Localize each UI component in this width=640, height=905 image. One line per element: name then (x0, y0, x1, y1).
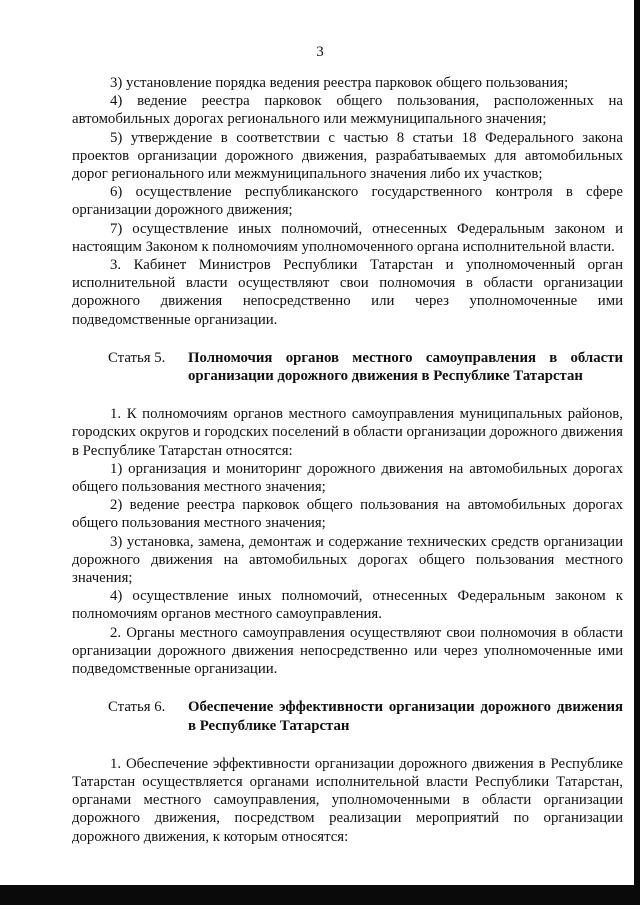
article-title: Обеспечение эффективности организации дорожного движения в Республике Татарстан (188, 699, 623, 734)
document-body (72, 74, 623, 846)
paragraph: 4) осуществление иных полномочий, отнесенных Федеральным законом к полномочиям органов местного самоуправления. (72, 588, 623, 623)
paragraph: 2. Органы местного самоуправления осуществляют свои полномочия в области организации дорожного движения непосредственно или через уполномоченные ими подведомственные организации. (72, 624, 623, 678)
article-number: Статья 5. (108, 349, 166, 366)
paragraph: 1. К полномочиям органов местного самоуправления муниципальных районов, городских округов и городских поселений в области организации дорожного движения в Республике Татарстан относятся: (72, 406, 623, 459)
paragraph: 1) организация и мониторинг дорожного движения на автомобильных дорогах общего пользования местного значения; (72, 460, 623, 496)
paragraph: 5) утверждение в соответствии с частью 8 статьи 18 Федерального закона проектов организации дорожного движения, разрабатываемых для автомобильных дорог регионального или межмуниципального значения либо их участков; (72, 129, 623, 183)
paragraph: 3. Кабинет Министров Республики Татарстан и уполномоченный орган исполнительной власти осуществляют свои полномочия в области организации дорожного движения непосредственно или через уполномоченные ими подведомственные организации. (72, 257, 623, 328)
article-number: Статья 6. (108, 699, 166, 716)
scan-edge-right (634, 0, 640, 905)
article-6-heading (72, 698, 623, 734)
paragraph: 3) установление порядка ведения реестра парковок общего пользования; (110, 75, 569, 91)
paragraph: 3) установка, замена, демонтаж и содержание технических средств организации дорожного движения на автомобильных дорогах общего пользования местного значения; (72, 533, 623, 587)
paragraph: 6) осуществление республиканского государственного контроля в сфере организации дорожного движения; (72, 184, 623, 219)
article-title: Полномочия органов местного самоуправления в области организации дорожного движения в Республике Татарстан (188, 349, 623, 385)
page-number: 3 (316, 44, 324, 60)
paragraph: 2) ведение реестра парковок общего пользования на автомобильных дорогах общего пользования местного значения; (72, 497, 623, 532)
scan-edge-bottom (0, 885, 640, 905)
article-5-heading (72, 349, 623, 385)
paragraph: 4) ведение реестра парковок общего пользования, расположенных на автомобильных дорогах регионального или межмуниципального значения; (72, 93, 623, 128)
paragraph: 1. Обеспечение эффективности организации дорожного движения в Республике Татарстан осуществляется органами исполнительной власти Республики Татарстан, органами местного самоуправления, уполномоченными в области организации дорожного движения, посредством реализации мероприятий по организации дорожного движения, к которым относятся: (72, 755, 623, 845)
paragraph: 7) осуществление иных полномочий, отнесенных Федеральным законом и настоящим Законом к полномочиям уполномоченного органа исполнительной власти. (72, 220, 623, 255)
